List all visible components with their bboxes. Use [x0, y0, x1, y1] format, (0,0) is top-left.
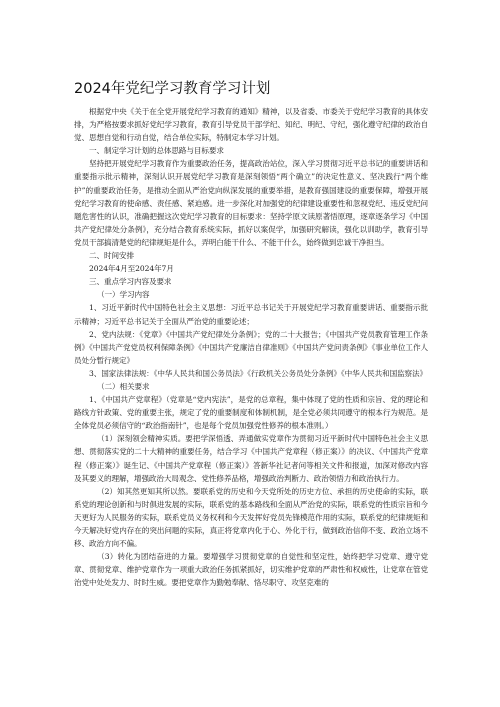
paragraph: 二、时间安排	[89, 251, 134, 261]
paragraph: （2）知其然更知其所以然。要联系党的历史和今天党所处的历史方位、承担的历史使命的实际，联系党的理论创新和与时俱进发展的实际，联系党的基本路线和全面从严治党的实际，联系党的性质宗旨和今天更好为人民服务的实际，联系党员义务权利和今天发挥好党员先锋模范作用的实际，联系党的纪律规矩和今天解决好党内存在的突出问题的实际，真正将党章内化于心、外化于行，做到政治信仰不变、政治立场不移、政治方向不偏。	[74, 486, 428, 549]
paragraph: 1、《中国共产党章程》（党章是“党内宪法”，是党的总章程，集中体现了党的性质和宗旨、党的理论和路线方针政策、党的重要主张，规定了党的重要制度和体制机制，是全党必须共同遵守的根本行为规范。是全体党员必须信守的“政治指南针”，也是每个党员加强党性修养的根本准则。）	[74, 395, 428, 431]
paragraph: 坚持把开展党纪学习教育作为重要政治任务，提高政治站位，深入学习贯彻习近平总书记的重要讲话和重要指示批示精神，深刻认识开展党纪学习教育是深刻领悟“两个确立”的决定性意义、坚决践行“两个维护”的重要政治任务，是推动全面从严治党向纵深发展的重要举措，是教育强国建设的重要保障，增强开展党纪学习教育的使命感、责任感、紧迫感。进一步深化对加强党的纪律建设重要性和忽视党纪、违反党纪问题危害性的认识，准确把握这次党纪学习教育的目标要求：坚持学原文读原著悟原理，逐章逐条学习《中国共产党纪律处分条例》，充分结合教育系统实际，抓好以案促学，加强研究解读，强化以训助学，教育引导党员干部搞清楚党的纪律规矩是什么，弄明白能干什么、不能干什么，始终做到忠诚干净担当。	[74, 159, 428, 247]
paragraph: （1）深刻领会精神实质。要把学深悟透、弄通做实党章作为贯彻习近平新时代中国特色社会主义思想、贯彻落实党的二十大精神的重要任务，结合学习《中国共产党章程（修正案）》的决议、《中国共产党章程（修正案）》诞生记、《中国共产党章程（修正案）》答新华社记者问等相关文件和报道，加深对修改内容及其要义的理解，增强政治大局观念、党性修养品格，增强政治判断力、政治领悟力和政治执行力。	[74, 434, 428, 483]
document-title: 2024年党纪学习教育学习计划	[74, 81, 271, 97]
paragraph: 根据党中央《关于在全党开展党纪学习教育的通知》精神，以及省委、市委关于党纪学习教育的具体安排，为严格按要求抓好党纪学习教育，教育引导党员干部学纪、知纪、明纪、守纪，强化遵守纪律的政治自觉、思想自觉和行动自觉，结合单位实际，特制定本学习计划。	[74, 107, 428, 143]
paragraph: （二）相关要求	[97, 381, 150, 391]
paragraph: 1、习近平新时代中国特色社会主义思想：习近平总书记关于开展党纪学习教育重要讲话、重要指示批示精神；习近平总书记关于全面从严治党的重要论述；	[74, 303, 428, 326]
paragraph: （3）转化为团结奋进的力量。要增强学习贯彻党章的自觉性和坚定性，始终把学习党章、遵守党章、贯彻党章、维护党章作为一项重大政治任务抓紧抓好，切实维护党章的严肃性和权威性，让党章在管党治党中处处发力、时时生威。要把党章作为勤勉奉献、恪尽职守、攻坚克难的	[74, 552, 428, 588]
paragraph: 三、重点学习内容及要求	[89, 277, 172, 287]
paragraph: 2024年4月至2024年7月	[89, 264, 174, 274]
paragraph: 3、国家法律法规：《中华人民共和国公务员法》《行政机关公务员处分条例》《中华人民共和国监察法》	[89, 368, 428, 378]
paragraph: 2、党内法规：《党章》《中国共产党纪律处分条例》；党的二十大报告；《中国共产党员教育管理工作条例》《中国共产党党员权利保障条例》《中国共产党廉洁自律准则》《中国共产党问责条例》《事业单位工作人员处分暂行规定》	[74, 329, 428, 365]
document-body	[74, 105, 428, 589]
paragraph: 一、制定学习计划的总体思路与目标要求	[89, 146, 224, 156]
paragraph: （一）学习内容	[97, 290, 150, 300]
